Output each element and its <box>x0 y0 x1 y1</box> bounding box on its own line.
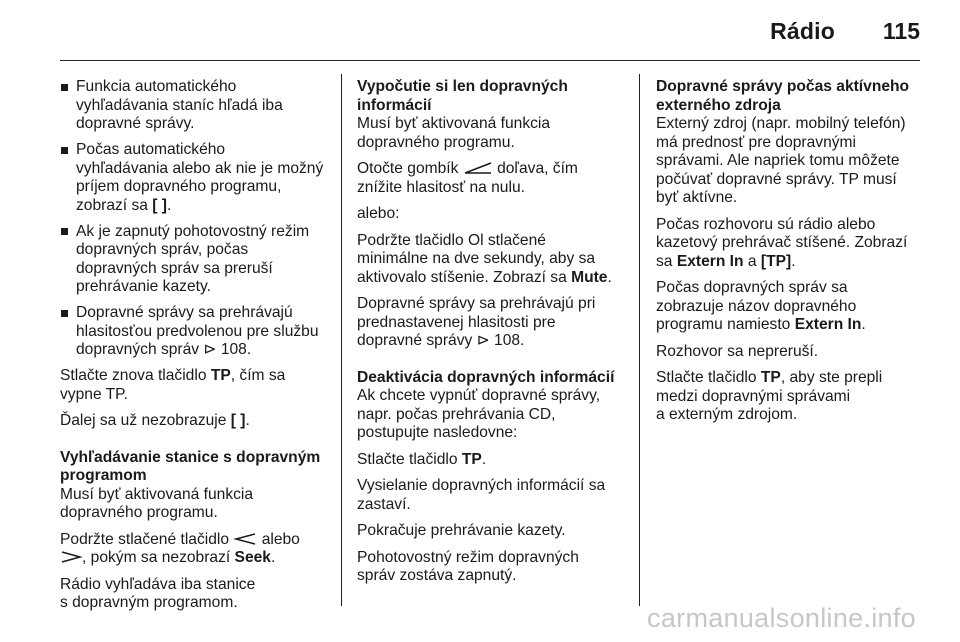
bullet-line: dopravných správ, počas <box>76 241 249 258</box>
bullet-item <box>60 304 332 360</box>
paragraph: Rozhovor sa nepreruší. <box>656 342 819 360</box>
page-reference-icon: ⊳ <box>476 332 490 349</box>
text: prednastavenej hlasitosti pre <box>357 313 556 331</box>
text: externého zdroja <box>656 96 781 114</box>
paragraph <box>656 369 924 425</box>
text: . <box>861 316 866 333</box>
text: Stlačte tlačidlo <box>656 369 761 386</box>
text: Počas dopravných správ sa <box>656 279 848 296</box>
bullet-line <box>76 341 332 360</box>
text: Otočte gombík <box>357 160 463 177</box>
section-heading <box>656 78 924 115</box>
bullet-line: Počas automatického <box>76 141 226 158</box>
text: , aby ste prepli <box>780 369 883 386</box>
text: a <box>743 252 761 270</box>
text: s dopravným programom. <box>60 594 238 611</box>
paragraph <box>656 115 924 208</box>
page-reference[interactable]: 108. <box>489 332 525 349</box>
display-indicator: [ ] <box>152 196 167 214</box>
text: doľava, čím <box>492 160 578 177</box>
text: , čím sa <box>230 367 286 384</box>
paragraph <box>60 412 332 431</box>
text: programu namiesto <box>656 316 795 333</box>
text: dopravného programu. <box>60 504 218 521</box>
button-label: TP <box>760 369 781 386</box>
display-indicator: [TP] <box>760 252 792 270</box>
seek-back-icon <box>233 532 257 546</box>
column-divider-1 <box>341 74 342 606</box>
text: . <box>791 252 796 270</box>
paragraph <box>357 451 627 470</box>
text: Ďalej sa už nezobrazuje <box>60 412 231 429</box>
text: počúvať dopravné správy. TP musí <box>656 170 897 188</box>
page-header <box>0 0 960 62</box>
paragraph <box>357 549 627 586</box>
text: . <box>245 412 250 429</box>
page-number: 115 <box>882 18 920 44</box>
text: , pokým sa nezobrazí <box>82 549 235 566</box>
text: minimálne na dve sekundy, aby sa <box>357 250 596 267</box>
bullet-item <box>60 223 332 297</box>
text: Externý zdroj (napr. mobilný telefón) <box>656 115 906 132</box>
bullet-line: hlasitosťou predvolenou pre službu <box>76 322 319 340</box>
paragraph <box>357 477 627 514</box>
section-heading: Deaktivácia dopravných informácií <box>357 368 615 386</box>
text: aktivovalo stíšenie. Zobrazí sa <box>357 268 572 286</box>
text: . <box>167 196 172 214</box>
display-indicator: Extern In <box>676 252 744 270</box>
text: postupujte nasledovne: <box>357 424 518 441</box>
bullet-line: Funkcia automatického <box>76 78 237 95</box>
bullet-item <box>60 78 332 134</box>
text: Vypočutie si len dopravných <box>357 78 568 95</box>
text: Podržte tlačidlo Ol stlačené <box>357 231 546 249</box>
page-reference-icon: ⊳ <box>203 341 217 358</box>
section-heading <box>60 449 332 486</box>
text: správ zostáva zapnutý. <box>357 567 517 584</box>
text: zobrazuje názov dopravného <box>656 297 857 315</box>
text: zobrazí sa <box>76 196 153 214</box>
paragraph <box>60 367 332 404</box>
button-label: TP <box>210 367 231 384</box>
paragraph <box>357 160 627 197</box>
header-rule <box>60 60 920 61</box>
text: informácií <box>357 96 432 114</box>
display-indicator: Seek <box>234 549 271 566</box>
paragraph <box>60 576 332 613</box>
text: Podržte stlačené tlačidlo <box>60 530 234 548</box>
text: vypne TP. <box>60 385 128 403</box>
text: Počas rozhovoru sú rádio alebo <box>656 215 876 233</box>
text: Stlačte znova tlačidlo <box>60 367 211 384</box>
text: má prednosť pre dopravnými <box>656 133 857 151</box>
text: Musí byť aktivovaná funkcia <box>357 115 551 132</box>
paragraph <box>357 387 627 443</box>
display-indicator: Mute <box>571 268 608 286</box>
paragraph <box>357 232 627 288</box>
text: programom <box>60 467 147 484</box>
column-2 <box>357 78 627 594</box>
text: sa <box>656 252 677 270</box>
paragraph <box>357 295 627 351</box>
bullet-line <box>76 197 332 216</box>
bullet-line: Dopravné správy sa prehrávajú <box>76 304 293 321</box>
text: Musí byť aktivovaná funkcia <box>60 485 254 503</box>
bullet-line: prehrávanie kazety. <box>76 278 211 295</box>
page-title: Rádio <box>770 18 835 44</box>
text: Dopravné správy sa prehrávajú pri <box>357 295 596 312</box>
display-indicator: [ ] <box>230 412 246 429</box>
paragraph <box>60 531 332 568</box>
text: dopravných správ <box>76 341 204 358</box>
text: Vyhľadávanie stanice s dopravným <box>60 448 321 466</box>
text: . <box>270 549 276 566</box>
section-heading <box>357 78 627 115</box>
paragraph <box>357 115 627 152</box>
text: správami. Ale napriek tomu môžete <box>656 152 900 169</box>
text: Rádio vyhľadáva iba stanice <box>60 575 256 593</box>
text: alebo <box>257 530 300 548</box>
paragraph: Pokračuje prehrávanie kazety. <box>357 522 566 539</box>
bullet-line: dopravných správ sa preruší <box>76 259 273 277</box>
text: znížite hlasitosť na nulu. <box>357 178 525 196</box>
text: Pohotovostný režim dopravných <box>357 548 579 566</box>
text: Stlačte tlačidlo <box>357 450 462 468</box>
watermark: carmanualsonline.info <box>647 603 916 633</box>
paragraph <box>656 279 924 335</box>
bullet-line: príjem dopravného programu, <box>76 178 282 195</box>
text: . <box>481 450 487 468</box>
volume-knob-icon <box>463 161 493 175</box>
text: napr. počas prehrávania CD, <box>357 405 556 423</box>
text: Dopravné správy počas aktívneho <box>656 78 910 95</box>
button-label: TP <box>461 450 482 468</box>
page-reference[interactable]: 108. <box>216 341 252 358</box>
text: dopravné správy <box>357 332 477 349</box>
column-3 <box>656 78 924 433</box>
display-indicator: Extern In <box>794 316 862 333</box>
text: . <box>607 268 612 286</box>
bullet-line: dopravné správy. <box>76 115 195 132</box>
column-divider-2 <box>639 74 640 606</box>
bullet-line: vyhľadávania staníc hľadá iba <box>76 96 283 114</box>
text: a externým zdrojom. <box>656 406 798 423</box>
seek-forward-icon <box>60 550 82 564</box>
text: medzi dopravnými správami <box>656 387 851 405</box>
text: byť aktívne. <box>656 189 738 206</box>
paragraph: alebo: <box>357 205 400 222</box>
paragraph <box>60 486 332 523</box>
paragraph <box>656 216 924 272</box>
bullet-line: vyhľadávania alebo ak nie je možný <box>76 159 324 177</box>
bullet-item <box>60 141 332 215</box>
bullet-line: Ak je zapnutý pohotovostný režim <box>76 222 310 240</box>
text: dopravného programu. <box>357 133 515 151</box>
text: Vysielanie dopravných informácií sa <box>357 477 606 494</box>
text: zastaví. <box>357 495 411 513</box>
column-1 <box>60 78 332 621</box>
text: kazetový prehrávač stíšené. Zobrazí <box>656 234 908 251</box>
text: Ak chcete vypnúť dopravné správy, <box>357 387 601 404</box>
